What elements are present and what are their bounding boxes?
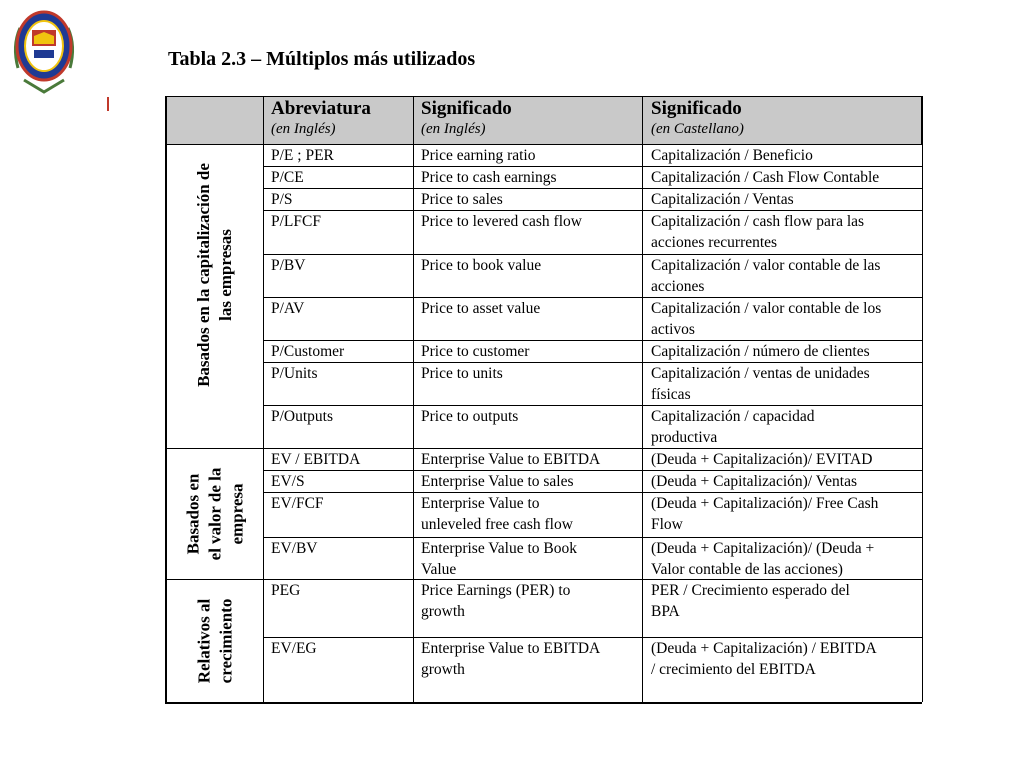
cell-line: Capitalización / Ventas bbox=[651, 191, 794, 208]
group-line: Basados en la capitalización de bbox=[194, 162, 214, 387]
cell-line: Capitalización / valor contable de las bbox=[651, 257, 881, 274]
table-cell-meaning-english bbox=[421, 255, 541, 276]
group-line: Basados en bbox=[182, 473, 202, 554]
row-group-text bbox=[193, 163, 237, 387]
cell-line: Capitalización / ventas de unidades bbox=[651, 365, 870, 382]
table-cell-meaning-english bbox=[421, 580, 570, 622]
cell-line: Enterprise Value to Book bbox=[421, 540, 577, 557]
cell-line: Flow bbox=[651, 516, 683, 533]
row-group-label bbox=[167, 448, 263, 579]
table-cell-meaning-spanish bbox=[651, 406, 815, 448]
column-header-1 bbox=[271, 98, 371, 139]
column-header-label: Significado bbox=[421, 98, 512, 119]
table-cell-meaning-english bbox=[421, 638, 600, 680]
group-divider bbox=[167, 579, 263, 580]
table-cell-abbreviation: P/Customer bbox=[271, 343, 345, 360]
cell-line: / crecimiento del EBITDA bbox=[651, 661, 816, 678]
group-line: las empresas bbox=[216, 228, 236, 321]
cell-line: growth bbox=[421, 603, 465, 620]
table-cell-abbreviation: P/BV bbox=[271, 257, 306, 274]
table-cell-meaning-english bbox=[421, 538, 577, 580]
cell-line: Enterprise Value to sales bbox=[421, 473, 574, 490]
table-cell-abbreviation: P/LFCF bbox=[271, 213, 321, 230]
column-header-sub: (en Inglés) bbox=[421, 121, 486, 137]
cell-line: Price to units bbox=[421, 365, 503, 382]
table-cell-abbreviation: P/E ; PER bbox=[271, 147, 334, 164]
cell-line: Enterprise Value to bbox=[421, 495, 540, 512]
table-title: Tabla 2.3 – Múltiplos más utilizados bbox=[168, 48, 476, 70]
table-cell-meaning-english bbox=[421, 341, 529, 362]
row-group-label bbox=[167, 144, 263, 405]
table-cell-meaning-spanish bbox=[651, 167, 879, 188]
table-cell-abbreviation: EV/FCF bbox=[271, 495, 324, 512]
cell-line: Capitalización / número de clientes bbox=[651, 343, 870, 360]
cell-line: Price to book value bbox=[421, 257, 542, 274]
table-cell-meaning-english bbox=[421, 493, 573, 535]
column-header-3 bbox=[651, 98, 744, 139]
cell-line: Capitalización / cash flow para las bbox=[651, 213, 865, 230]
table-cell-meaning-english bbox=[421, 211, 582, 232]
row-group-text bbox=[182, 467, 248, 560]
column-divider bbox=[413, 96, 414, 702]
cell-line: PER / Crecimiento esperado del bbox=[651, 582, 850, 599]
cell-line: Price to levered cash flow bbox=[421, 213, 582, 230]
table-cell-abbreviation: P/CE bbox=[271, 169, 304, 186]
university-crest-icon bbox=[10, 6, 78, 98]
cell-line: (Deuda + Capitalización)/ EVITAD bbox=[651, 451, 873, 468]
table-cell-meaning-spanish bbox=[651, 145, 813, 166]
cell-line: (Deuda + Capitalización) / EBITDA bbox=[651, 640, 877, 657]
cell-line: activos bbox=[651, 321, 695, 338]
cell-line: Capitalización / capacidad bbox=[651, 408, 815, 425]
red-tick-mark bbox=[107, 97, 109, 111]
cell-line: productiva bbox=[651, 429, 718, 446]
cell-line: Enterprise Value to EBITDA bbox=[421, 640, 601, 657]
group-line: el valor de la bbox=[204, 467, 224, 560]
cell-line: Valor contable de las acciones) bbox=[651, 561, 843, 578]
cell-line: unleveled free cash flow bbox=[421, 516, 573, 533]
table-cell-meaning-spanish bbox=[651, 580, 850, 622]
column-header-sub: (en Inglés) bbox=[271, 121, 336, 137]
cell-line: físicas bbox=[651, 386, 691, 403]
column-divider bbox=[642, 96, 643, 702]
cell-line: Value bbox=[421, 561, 457, 578]
cell-line: acciones recurrentes bbox=[651, 234, 778, 251]
column-divider bbox=[263, 96, 264, 702]
row-divider bbox=[263, 405, 922, 406]
cell-line: Price to cash earnings bbox=[421, 169, 557, 186]
row-group-label bbox=[167, 579, 263, 702]
cell-line: Price to sales bbox=[421, 191, 503, 208]
table-cell-meaning-english bbox=[421, 406, 518, 427]
table-cell-abbreviation: P/AV bbox=[271, 300, 305, 317]
table-cell-meaning-spanish bbox=[651, 471, 857, 492]
cell-line: Price to asset value bbox=[421, 300, 541, 317]
table-cell-meaning-spanish bbox=[651, 538, 874, 580]
row-group-text bbox=[193, 598, 237, 683]
cell-line: growth bbox=[421, 661, 465, 678]
cell-line: Price Earnings (PER) to bbox=[421, 582, 571, 599]
column-divider bbox=[922, 96, 923, 702]
group-line: Relativos al bbox=[194, 598, 213, 683]
table-cell-meaning-spanish bbox=[651, 211, 864, 253]
cell-line: BPA bbox=[651, 603, 680, 620]
cell-line: Capitalización / Beneficio bbox=[651, 147, 813, 164]
cell-line: Price earning ratio bbox=[421, 147, 536, 164]
table-cell-meaning-english bbox=[421, 298, 540, 319]
table-cell-abbreviation: P/S bbox=[271, 191, 293, 208]
table-cell-meaning-spanish bbox=[651, 449, 872, 470]
table-cell-meaning-english bbox=[421, 449, 600, 470]
table-cell-abbreviation: EV/S bbox=[271, 473, 305, 490]
table-cell-meaning-spanish bbox=[651, 298, 881, 340]
table-cell-meaning-spanish bbox=[651, 363, 870, 405]
table-cell-abbreviation: P/Units bbox=[271, 365, 318, 382]
table-cell-meaning-spanish bbox=[651, 341, 870, 362]
cell-line: Price to customer bbox=[421, 343, 530, 360]
cell-line: Capitalización / valor contable de los bbox=[651, 300, 882, 317]
column-header-2 bbox=[421, 98, 512, 139]
table-cell-abbreviation: EV / EBITDA bbox=[271, 451, 361, 468]
column-header-sub: (en Castellano) bbox=[651, 121, 744, 137]
group-line: crecimiento bbox=[216, 598, 235, 683]
column-header-label: Abreviatura bbox=[271, 98, 371, 119]
table-cell-meaning-spanish bbox=[651, 493, 878, 535]
table-cell-abbreviation: PEG bbox=[271, 582, 301, 599]
table-cell-meaning-english bbox=[421, 189, 503, 210]
multiples-table bbox=[165, 96, 922, 704]
cell-line: Price to outputs bbox=[421, 408, 519, 425]
table-cell-meaning-english bbox=[421, 167, 557, 188]
table-cell-meaning-english bbox=[421, 363, 503, 384]
cell-line: Enterprise Value to EBITDA bbox=[421, 451, 601, 468]
cell-line: (Deuda + Capitalización)/ Free Cash bbox=[651, 495, 879, 512]
table-cell-abbreviation: EV/EG bbox=[271, 640, 317, 657]
cell-line: (Deuda + Capitalización)/ Ventas bbox=[651, 473, 858, 490]
cell-line: Capitalización / Cash Flow Contable bbox=[651, 169, 880, 186]
group-line: empresa bbox=[226, 482, 246, 545]
table-cell-abbreviation: P/Outputs bbox=[271, 408, 334, 425]
table-cell-meaning-spanish bbox=[651, 189, 794, 210]
cell-line: (Deuda + Capitalización)/ (Deuda + bbox=[651, 540, 875, 557]
row-divider bbox=[263, 188, 922, 189]
table-cell-meaning-english bbox=[421, 145, 535, 166]
cell-line: acciones bbox=[651, 278, 705, 295]
table-cell-abbreviation: EV/BV bbox=[271, 540, 318, 557]
column-header-label: Significado bbox=[651, 98, 742, 119]
table-cell-meaning-spanish bbox=[651, 255, 880, 297]
table-cell-meaning-spanish bbox=[651, 638, 877, 680]
group-divider bbox=[167, 448, 263, 449]
table-cell-meaning-english bbox=[421, 471, 574, 492]
